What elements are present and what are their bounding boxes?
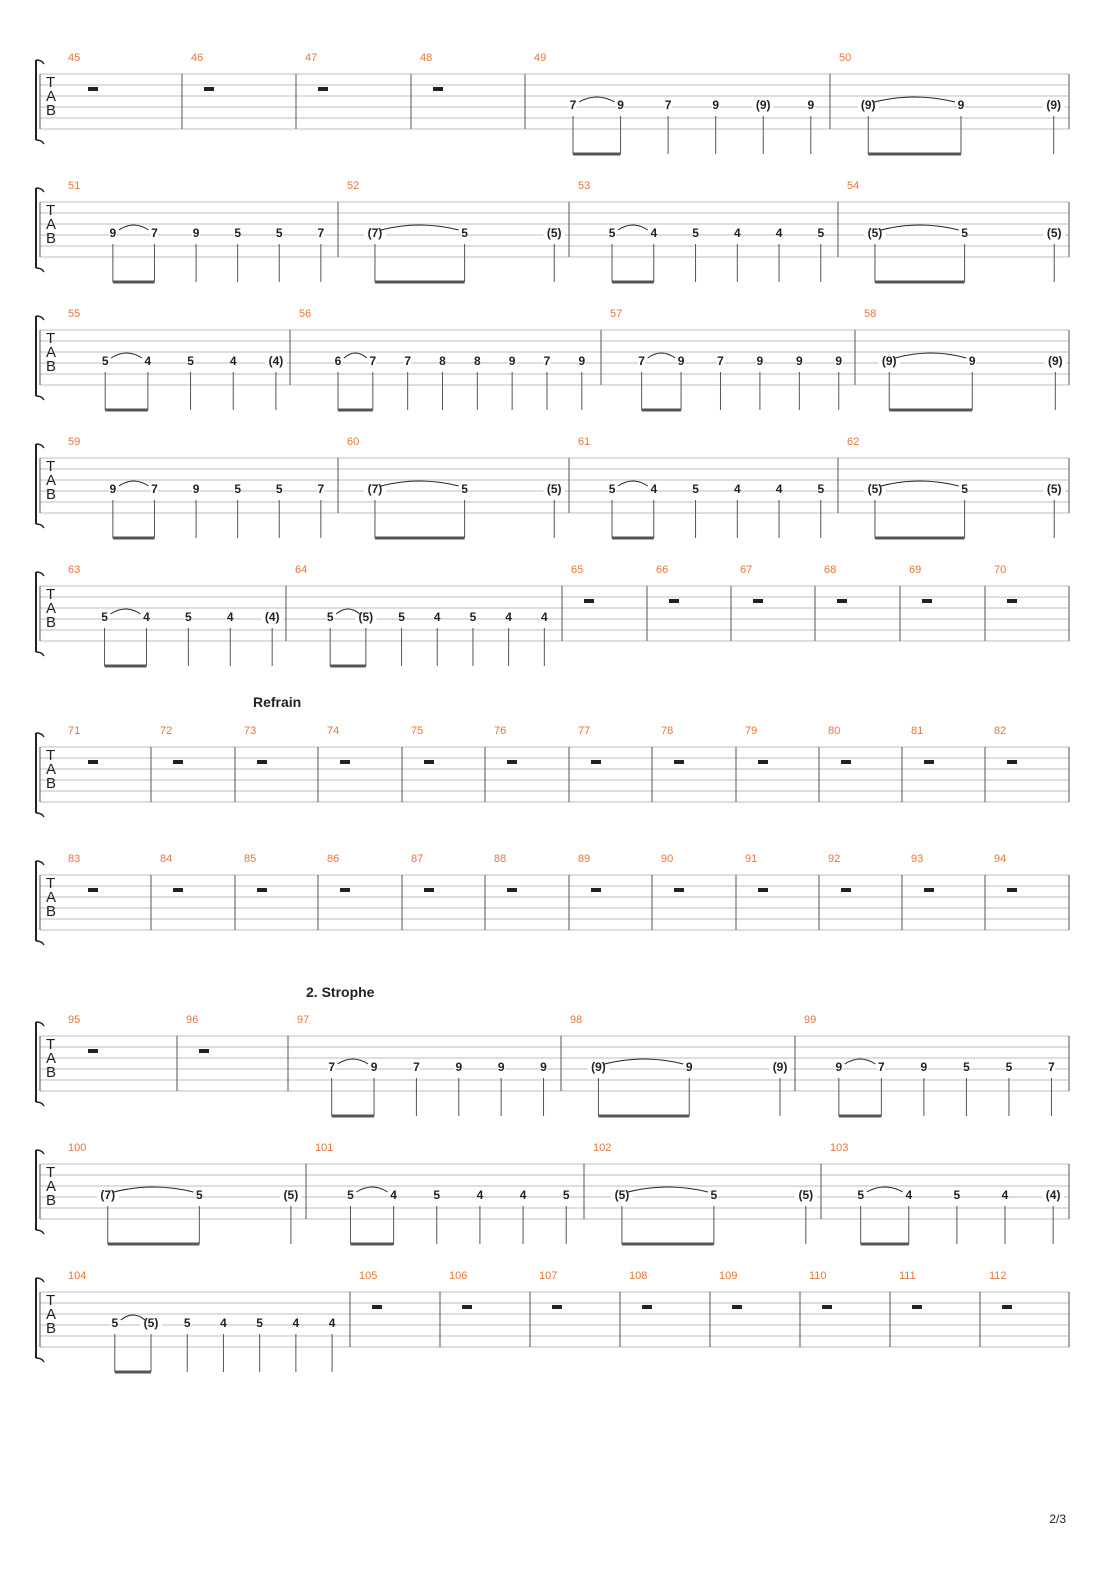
fret-number: 5 <box>562 1188 570 1202</box>
rest-symbol <box>257 760 267 764</box>
fret-number: 4 <box>476 1188 484 1202</box>
tab-clef-letter: B <box>46 230 57 247</box>
tie-arc <box>119 481 149 486</box>
measure-number: 105 <box>359 1270 378 1282</box>
fret-number: 9 <box>795 354 803 368</box>
tie-arc <box>895 353 966 358</box>
rest-symbol <box>173 888 183 892</box>
fret-number: 9 <box>807 98 815 112</box>
measure-number: 75 <box>411 725 424 737</box>
fret-number: (9) <box>772 1060 788 1074</box>
fret-number: 7 <box>1048 1060 1055 1074</box>
measure-number: 69 <box>909 564 922 576</box>
fret-number: 9 <box>968 354 976 368</box>
fret-number: 9 <box>109 482 117 496</box>
rest-symbol <box>424 760 434 764</box>
measure-number: 70 <box>994 564 1007 576</box>
fret-number: (5) <box>283 1188 299 1202</box>
fret-number: 7 <box>151 226 158 240</box>
measure-number: 45 <box>68 52 81 64</box>
measure-number: 81 <box>911 725 924 737</box>
measure-number: 100 <box>68 1142 87 1154</box>
fret-number: 9 <box>578 354 586 368</box>
tie-arc <box>874 97 955 102</box>
rest-symbol <box>88 1049 98 1053</box>
fret-number: (5) <box>798 1188 814 1202</box>
measure-number: 103 <box>830 1142 849 1154</box>
fret-number: 7 <box>638 354 645 368</box>
rest-symbol <box>822 1305 832 1309</box>
tab-clef-letter: T <box>46 74 56 91</box>
rest-symbol <box>837 599 847 603</box>
fret-number: 5 <box>326 610 334 624</box>
fret-number: 4 <box>229 354 237 368</box>
fret-number: 5 <box>608 226 616 240</box>
tab-clef-letter: A <box>46 600 57 617</box>
fret-number: 9 <box>540 1060 547 1074</box>
tab-system <box>36 436 1069 538</box>
fret-number: (5) <box>1046 482 1062 496</box>
fret-number: 9 <box>192 482 200 496</box>
fret-number: 9 <box>497 1060 505 1074</box>
fret-number: 9 <box>835 1060 843 1074</box>
rest-symbol <box>173 760 183 764</box>
rest-symbol <box>340 760 350 764</box>
measure-number: 77 <box>578 725 591 737</box>
fret-number: 5 <box>953 1188 961 1202</box>
rest-symbol <box>924 760 934 764</box>
tab-system <box>36 1142 1069 1244</box>
measure-number: 110 <box>809 1270 827 1282</box>
rest-symbol <box>1007 888 1017 892</box>
rest-symbol <box>924 888 934 892</box>
fret-number: 4 <box>775 482 783 496</box>
fret-number: 4 <box>143 610 150 624</box>
fret-number: 9 <box>677 354 685 368</box>
measure-number: 64 <box>295 564 308 576</box>
fret-number: (5) <box>546 226 562 240</box>
fret-number: (9) <box>1047 354 1063 368</box>
fret-number: 7 <box>328 1060 336 1074</box>
fret-number: 6 <box>334 354 342 368</box>
fret-number: (9) <box>755 98 771 112</box>
measure-number: 87 <box>411 853 424 865</box>
tie-arc <box>618 481 648 486</box>
measure-number: 79 <box>745 725 758 737</box>
fret-number: 5 <box>234 226 242 240</box>
tie-arc <box>648 353 675 358</box>
fret-number: 4 <box>650 226 658 240</box>
fret-number: 5 <box>961 226 968 240</box>
measure-number: 51 <box>68 180 81 192</box>
measure-number: 49 <box>534 52 547 64</box>
tie-arc <box>628 1187 708 1192</box>
fret-number: 5 <box>185 610 192 624</box>
measure-number: 65 <box>571 564 584 576</box>
tab-system <box>36 725 1069 817</box>
fret-number: (5) <box>867 482 883 496</box>
measure-number: 90 <box>661 853 674 865</box>
measure-number: 101 <box>315 1142 334 1154</box>
measure-number: 111 <box>899 1270 916 1282</box>
fret-number: 7 <box>413 1060 420 1074</box>
rest-symbol <box>591 888 601 892</box>
rest-symbol <box>584 599 594 603</box>
fret-number: 9 <box>508 354 516 368</box>
fret-number: 5 <box>963 1060 970 1074</box>
measure-number: 84 <box>160 853 173 865</box>
measure-number: 107 <box>539 1270 558 1282</box>
fret-number: 5 <box>398 610 405 624</box>
tie-arc <box>881 225 959 230</box>
rest-symbol <box>674 888 684 892</box>
measure-number: 71 <box>68 725 81 737</box>
fret-number: 9 <box>109 226 117 240</box>
fret-number: 4 <box>292 1316 300 1330</box>
fret-number: 8 <box>473 354 481 368</box>
measure-number: 78 <box>661 725 674 737</box>
fret-number: 9 <box>370 1060 378 1074</box>
measure-number: 73 <box>244 725 257 737</box>
tie-arc <box>338 1059 368 1064</box>
tab-clef-letter: T <box>46 747 56 764</box>
fret-number: 5 <box>256 1316 263 1330</box>
measure-number: 62 <box>847 436 860 448</box>
fret-number: 5 <box>608 482 616 496</box>
tab-clef-letter: B <box>46 1320 57 1337</box>
rest-symbol <box>922 599 932 603</box>
fret-number: 4 <box>733 482 741 496</box>
fret-number: (4) <box>268 354 284 368</box>
fret-number: (5) <box>1046 226 1062 240</box>
tie-arc <box>111 609 141 614</box>
rest-symbol <box>424 888 434 892</box>
measure-number: 88 <box>494 853 507 865</box>
fret-number: 5 <box>433 1188 441 1202</box>
tie-arc <box>114 1187 194 1192</box>
fret-number: 9 <box>685 1060 693 1074</box>
measure-number: 99 <box>804 1014 817 1026</box>
fret-number: (5) <box>867 226 883 240</box>
measure-number: 86 <box>327 853 340 865</box>
tab-clef-letter: A <box>46 1306 57 1323</box>
rest-symbol <box>669 599 679 603</box>
measure-number: 47 <box>305 52 318 64</box>
fret-number: (5) <box>358 610 374 624</box>
rest-symbol <box>841 888 851 892</box>
fret-number: 5 <box>183 1316 191 1330</box>
measure-number: 76 <box>494 725 507 737</box>
fret-number: (7) <box>100 1188 116 1202</box>
fret-number: (4) <box>264 610 280 624</box>
rest-symbol <box>507 888 517 892</box>
rest-symbol <box>1007 760 1017 764</box>
tie-arc <box>618 225 648 230</box>
rest-symbol <box>1002 1305 1012 1309</box>
rest-symbol <box>199 1049 209 1053</box>
fret-number: 9 <box>957 98 965 112</box>
measure-number: 106 <box>449 1270 468 1282</box>
fret-number: 4 <box>733 226 741 240</box>
measure-number: 89 <box>578 853 591 865</box>
tie-arc <box>881 481 959 486</box>
rest-symbol <box>841 760 851 764</box>
rest-symbol <box>88 87 98 91</box>
rest-symbol <box>1007 599 1017 603</box>
measure-number: 57 <box>610 308 623 320</box>
tab-clef-letter: A <box>46 1178 57 1195</box>
tab-clef-letter: T <box>46 586 56 603</box>
measure-number: 92 <box>828 853 841 865</box>
fret-number: 7 <box>404 354 412 368</box>
tab-system <box>36 853 1069 945</box>
measure-number: 66 <box>656 564 669 576</box>
measure-number: 95 <box>68 1014 81 1026</box>
measure-number: 98 <box>570 1014 583 1026</box>
fret-number: 7 <box>878 1060 885 1074</box>
page-number: 2/3 <box>1049 1512 1066 1526</box>
fret-number: 4 <box>519 1188 527 1202</box>
fret-number: 7 <box>717 354 724 368</box>
tab-clef-letter: B <box>46 1064 57 1081</box>
tie-arc <box>381 225 459 230</box>
fret-number: (9) <box>860 98 876 112</box>
tab-system <box>36 1014 1069 1116</box>
tab-system <box>36 180 1069 282</box>
fret-number: 9 <box>756 354 764 368</box>
measure-number: 94 <box>994 853 1007 865</box>
rest-symbol <box>88 760 98 764</box>
measure-number: 109 <box>719 1270 738 1282</box>
fret-number: 4 <box>905 1188 913 1202</box>
rest-symbol <box>674 760 684 764</box>
measure-number: 63 <box>68 564 81 576</box>
tab-clef-letter: B <box>46 486 57 503</box>
measure-number: 61 <box>578 436 591 448</box>
fret-number: 9 <box>835 354 843 368</box>
tie-arc <box>579 97 615 102</box>
fret-number: 7 <box>569 98 577 112</box>
tab-clef-letter: B <box>46 358 57 375</box>
tab-system <box>36 1270 1069 1372</box>
measure-number: 82 <box>994 725 1007 737</box>
fret-number: 5 <box>461 226 468 240</box>
fret-number: (9) <box>881 354 897 368</box>
measure-number: 108 <box>629 1270 648 1282</box>
fret-number: 4 <box>505 610 512 624</box>
section-label-refrain: Refrain <box>253 694 302 710</box>
tie-arc <box>845 1059 876 1064</box>
fret-number: 5 <box>692 482 699 496</box>
tab-clef-letter: T <box>46 202 56 219</box>
measure-number: 59 <box>68 436 81 448</box>
tab-system <box>36 52 1069 154</box>
rest-symbol <box>912 1305 922 1309</box>
fret-number: 4 <box>328 1316 336 1330</box>
fret-number: 5 <box>111 1316 119 1330</box>
fret-number: 5 <box>817 226 825 240</box>
tab-clef-letter: T <box>46 1164 56 1181</box>
measure-number: 48 <box>420 52 433 64</box>
fret-number: 7 <box>151 482 158 496</box>
measure-number: 53 <box>578 180 591 192</box>
fret-number: (9) <box>1046 98 1062 112</box>
tab-clef-letter: A <box>46 472 57 489</box>
rest-symbol <box>257 888 267 892</box>
tab-clef-letter: A <box>46 761 57 778</box>
measure-number: 80 <box>828 725 841 737</box>
measure-number: 85 <box>244 853 257 865</box>
fret-number: 7 <box>369 354 377 368</box>
fret-number: 5 <box>469 610 477 624</box>
rest-symbol <box>591 760 601 764</box>
measure-number: 72 <box>160 725 173 737</box>
measure-number: 112 <box>989 1270 1007 1282</box>
measure-number: 55 <box>68 308 81 320</box>
fret-number: (4) <box>1045 1188 1061 1202</box>
fret-number: (9) <box>591 1060 606 1074</box>
fret-number: 5 <box>275 226 283 240</box>
measure-number: 93 <box>911 853 924 865</box>
rest-symbol <box>88 888 98 892</box>
tab-clef-letter: B <box>46 1192 57 1209</box>
fret-number: 9 <box>455 1060 463 1074</box>
tab-clef-letter: A <box>46 889 57 906</box>
rest-symbol <box>642 1305 652 1309</box>
tab-clef-letter: B <box>46 903 57 920</box>
fret-number: (5) <box>614 1188 630 1202</box>
rest-symbol <box>758 760 768 764</box>
measure-number: 102 <box>593 1142 612 1154</box>
measure-number: 60 <box>347 436 360 448</box>
fret-number: 5 <box>461 482 468 496</box>
rest-symbol <box>433 87 443 91</box>
tie-arc <box>604 1059 683 1064</box>
measure-number: 74 <box>327 725 340 737</box>
fret-number: 5 <box>1005 1060 1013 1074</box>
fret-number: 5 <box>347 1188 354 1202</box>
rest-symbol <box>340 888 350 892</box>
fret-number: 7 <box>317 226 325 240</box>
measure-number: 52 <box>347 180 360 192</box>
fret-number: 4 <box>433 610 441 624</box>
fret-number: 8 <box>439 354 446 368</box>
fret-number: 9 <box>712 98 720 112</box>
tab-clef-letter: A <box>46 344 57 361</box>
fret-number: 5 <box>275 482 283 496</box>
measure-number: 67 <box>740 564 753 576</box>
fret-number: 4 <box>390 1188 397 1202</box>
fret-number: (5) <box>546 482 562 496</box>
fret-number: 9 <box>192 226 200 240</box>
measure-number: 104 <box>68 1270 87 1282</box>
measure-number: 46 <box>191 52 204 64</box>
fret-number: 7 <box>543 354 551 368</box>
rest-symbol <box>462 1305 472 1309</box>
fret-number: 9 <box>920 1060 928 1074</box>
measure-number: 91 <box>745 853 758 865</box>
fret-number: 5 <box>187 354 194 368</box>
measure-number: 54 <box>847 180 860 192</box>
fret-number: 9 <box>617 98 624 112</box>
measure-number: 97 <box>297 1014 310 1026</box>
fret-number: 5 <box>195 1188 203 1202</box>
tab-clef-letter: A <box>46 216 57 233</box>
fret-number: 5 <box>692 226 699 240</box>
measure-number: 58 <box>864 308 877 320</box>
tab-clef-letter: T <box>46 458 56 475</box>
measure-number: 68 <box>824 564 837 576</box>
tab-system <box>36 564 1069 666</box>
rest-symbol <box>732 1305 742 1309</box>
measure-number: 83 <box>68 853 81 865</box>
tab-clef-letter: B <box>46 102 57 119</box>
fret-number: 5 <box>961 482 968 496</box>
fret-number: 4 <box>220 1316 227 1330</box>
measure-number: 96 <box>186 1014 199 1026</box>
fret-number: 4 <box>775 226 783 240</box>
fret-number: 4 <box>650 482 658 496</box>
tie-arc <box>867 1187 903 1192</box>
fret-number: 4 <box>540 610 548 624</box>
measure-number: 56 <box>299 308 312 320</box>
fret-number: 5 <box>817 482 825 496</box>
tie-arc <box>119 225 149 230</box>
fret-number: 5 <box>101 354 109 368</box>
tab-system <box>36 308 1069 410</box>
fret-number: 5 <box>101 610 108 624</box>
rest-symbol <box>204 87 214 91</box>
fret-number: 4 <box>1001 1188 1009 1202</box>
fret-number: 5 <box>857 1188 865 1202</box>
fret-number: 4 <box>226 610 234 624</box>
fret-number: (7) <box>367 482 383 496</box>
fret-number: 5 <box>234 482 242 496</box>
tab-clef-letter: T <box>46 1036 56 1053</box>
tie-arc <box>356 1187 387 1192</box>
tab-clef-letter: B <box>46 775 57 792</box>
rest-symbol <box>318 87 328 91</box>
fret-number: 7 <box>664 98 672 112</box>
fret-number: 4 <box>144 354 152 368</box>
tab-clef-letter: T <box>46 330 56 347</box>
rest-symbol <box>753 599 763 603</box>
measure-number: 50 <box>839 52 852 64</box>
tie-arc <box>111 353 142 358</box>
section-label-strophe: 2. Strophe <box>306 984 375 1000</box>
fret-number: (7) <box>367 226 383 240</box>
tie-arc <box>381 481 459 486</box>
rest-symbol <box>758 888 768 892</box>
tab-clef-letter: A <box>46 88 57 105</box>
fret-number: 7 <box>317 482 325 496</box>
rest-symbol <box>552 1305 562 1309</box>
fret-number: (5) <box>143 1316 159 1330</box>
rest-symbol <box>507 760 517 764</box>
tie-arc <box>344 353 367 358</box>
fret-number: 5 <box>710 1188 718 1202</box>
tab-clef-letter: B <box>46 614 57 631</box>
tab-clef-letter: T <box>46 1292 56 1309</box>
rest-symbol <box>372 1305 382 1309</box>
tab-clef-letter: T <box>46 875 56 892</box>
tab-clef-letter: A <box>46 1050 57 1067</box>
